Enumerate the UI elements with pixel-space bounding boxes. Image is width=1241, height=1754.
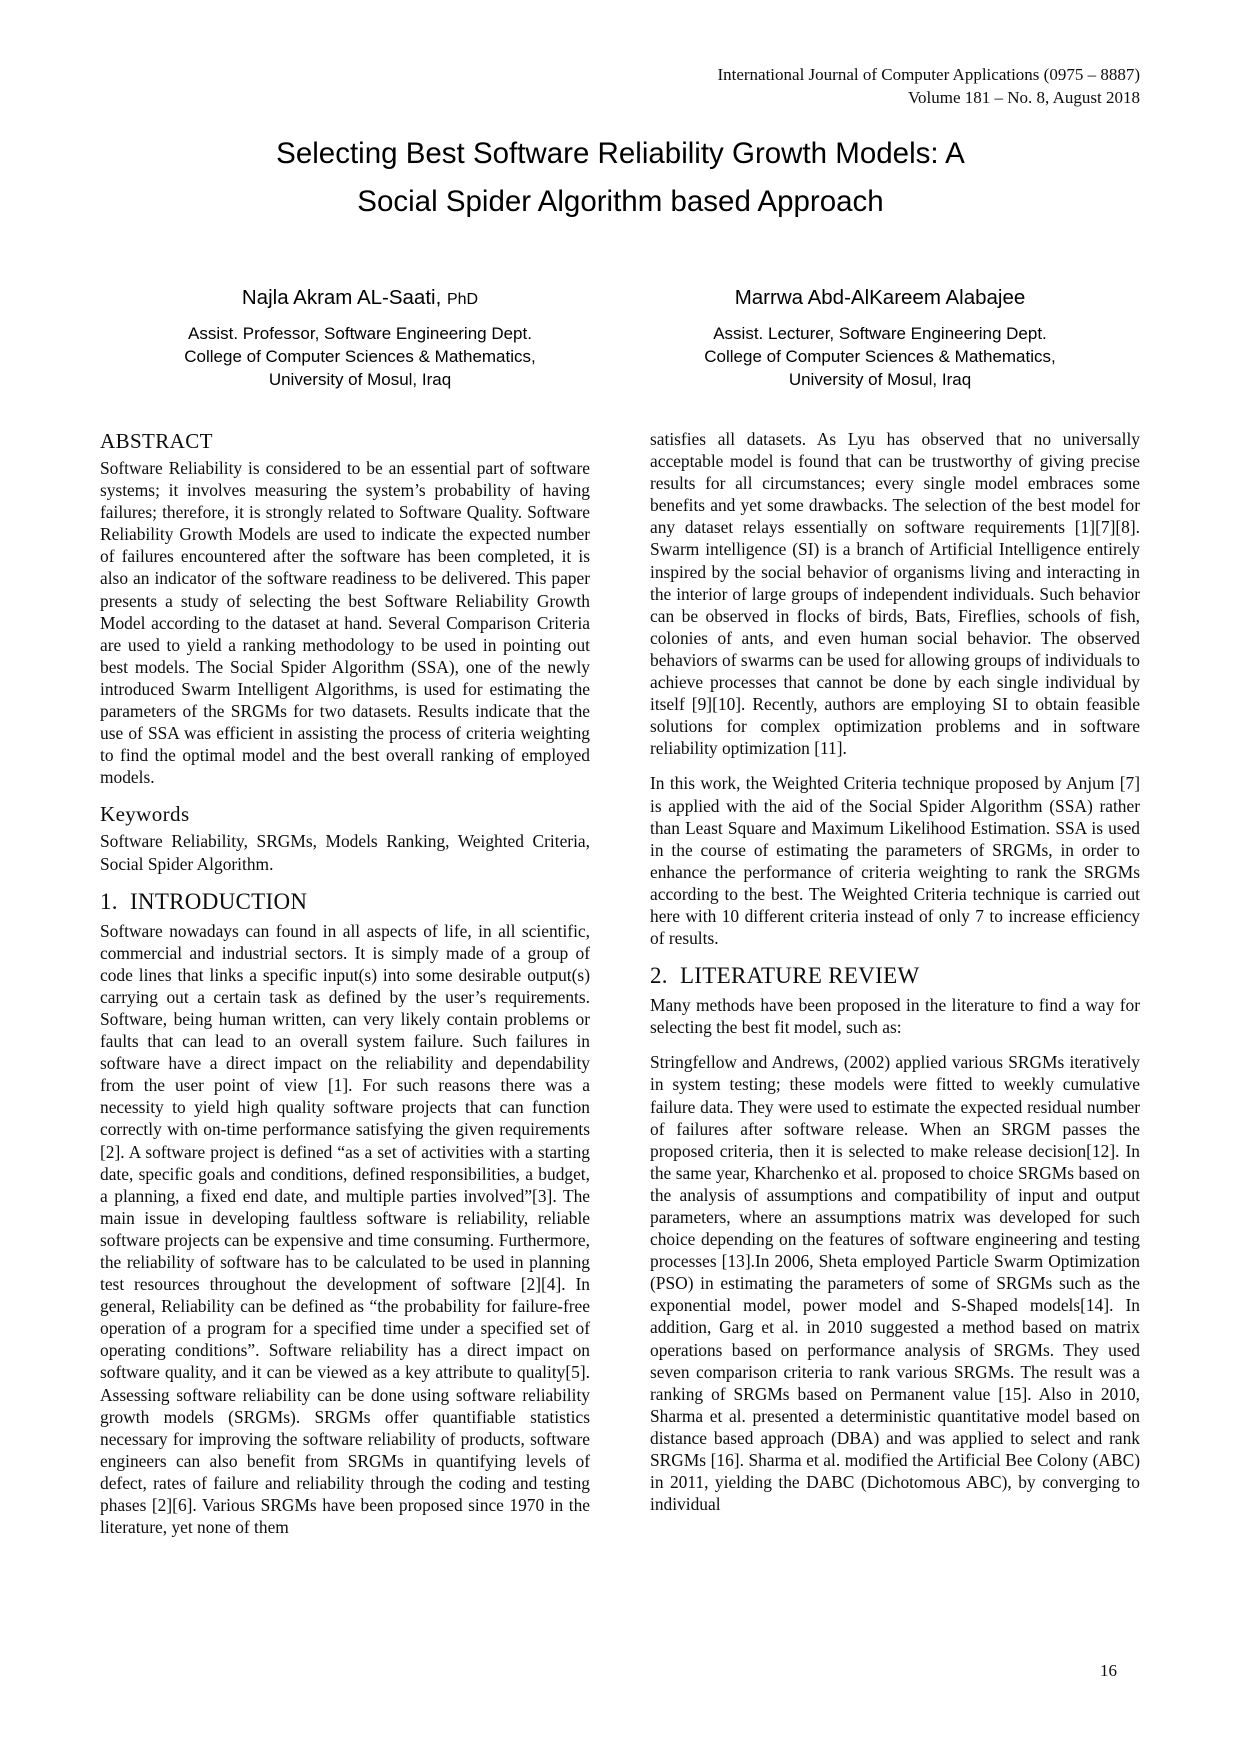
column-right: [650, 428, 1140, 1551]
author-affiliation-line: College of Computer Sciences & Mathematics,: [704, 347, 1056, 366]
author-affiliation-line: University of Mosul, Iraq: [268, 370, 452, 389]
body-paragraph: Many methods have been proposed in the literature to find a way for selecting the best fit model, such as:: [650, 995, 1140, 1038]
paper-title-line1: Selecting Best Software Reliability Growth Models: A: [276, 137, 965, 170]
author-affiliation-line: University of Mosul, Iraq: [788, 370, 972, 389]
authors-section: [100, 285, 1140, 391]
author-degree-1: PhD: [446, 291, 479, 308]
author-name-2-text: Marrwa Abd-AlKareem Alabajee: [734, 286, 1026, 309]
paper-title: [0, 130, 1241, 226]
author-affiliation-line: College of Computer Sciences & Mathematics,: [184, 347, 536, 366]
body-columns: [100, 428, 1140, 1551]
body-paragraph: satisfies all datasets. As Lyu has observed that no universally acceptable model is found that can be trustworthy of giving precise results for all circumstances; every single model embraces some benefits and yet some drawbacks. The selection of the best model for any dataset relays essentially on software requirements [1][7][8]. Swarm intelligence (SI) is a branch of Artificial Intelligence entirely inspired by the social behavior of organisms living and interacting in the interior of large groups of independent individuals. Such behavior can be observed in flocks of birds, Bats, Fireflies, schools of fish, colonies of ants, and even human social behavior. The observed behaviors of swarms can be used for allowing groups of individuals to achieve processes that cannot be done by each single individual by itself [9][10]. Recently, authors are employing SI to obtain feasible solutions for complex optimization problems and in software reliability optimization [11].: [650, 429, 1140, 759]
journal-name-line: International Journal of Computer Applications (0975 – 8887): [717, 65, 1140, 84]
author-block-2: [620, 285, 1140, 391]
section-1-heading: 1. INTRODUCTION: [100, 888, 308, 914]
author-affiliation-line: Assist. Lecturer, Software Engineering Dept.: [713, 324, 1047, 343]
keywords-text: Software Reliability, SRGMs, Models Ranking, Weighted Criteria, Social Spider Algorithm.: [100, 831, 590, 874]
author-block-1: [100, 285, 620, 391]
author-name-1: [100, 285, 620, 313]
abstract-heading: ABSTRACT: [100, 429, 213, 453]
column-left: [100, 428, 590, 1551]
paper-title-line2: Social Spider Algorithm based Approach: [357, 185, 884, 218]
body-paragraph: In this work, the Weighted Criteria technique proposed by Anjum [7] is applied with the aid of the Social Spider Algorithm (SSA) rather than Least Square and Maximum Likelihood Estimation. SSA is used in the course of estimating the parameters of SRGMs, in order to enhance the performance of criteria weighting to rank the SRGMs according to the best. The Weighted Criteria technique is carried out here with 10 different criteria instead of only 7 to increase efficiency of results.: [650, 773, 1140, 949]
page-number: 16: [1100, 1661, 1117, 1680]
abstract-text: Software Reliability is considered to be an essential part of software systems; it involves measuring the system’s probability of having failures; therefore, it is strongly related to Software Quality. Software Reliability Growth Models are used to indicate the expected number of failures encountered after the software has been completed, it is also an indicator of the software readiness to be delivered. This paper presents a study of selecting the best Software Reliability Growth Model according to the dataset at hand. Several Comparison Criteria are used to yield a ranking methodology to be used in pointing out best models. The Social Spider Algorithm (SSA), one of the newly introduced Swarm Intelligent Algorithms, is used for estimating the parameters of the SRGMs for two datasets. Results indicate that the use of SSA was efficient in assisting the process of criteria weighting to find the optimal model and the best overall ranking of employed models.: [100, 458, 590, 788]
section-2-heading: 2. LITERATURE REVIEW: [650, 963, 920, 989]
journal-header: [717, 63, 1140, 109]
section-1-text: Software nowadays can found in all aspects of life, in all scientific, commercial and industrial sectors. It is simply made of a group of code lines that links a specific input(s) into some desirable output(s) carrying out a certain task as defined by the user’s requirements. Software, being human written, can very likely contain problems or faults that can lead to an overall system failure. Such failures in software have a direct impact on the reliability and dependability from the user point of view [1]. For such reasons there was a necessity to yield high quality software projects that can function correctly with on-time performance satisfying the given requirements [2]. A software project is defined “as a set of activities with a starting date, specific goals and conditions, defined responsibilities, a budget, a planning, a fixed end date, and multiple parties involved”[3]. The main issue in developing faultless software is reliability, reliable software projects can be expensive and time consuming. Furthermore, the reliability of software has to be calculated to be used in planning test resources throughout the development of software [2][4]. In general, Reliability can be defined as “the probability for failure-free operation of a program for a specified time under a specified set of operating conditions”. Software reliability has a direct impact on software quality, and it can be viewed as a key attribute to quality[5]. Assessing software reliability can be done using software reliability growth models (SRGMs). SRGMs offer quantifiable statistics necessary for improving the software reliability of products, software engineers can also benefit from SRGMs in quantifying levels of defect, rates of failure and reliability through the coding and testing phases [2][6]. Various SRGMs have been proposed since 1970 in the literature, yet none of them: [100, 920, 590, 1538]
author-name-2: [620, 285, 1140, 313]
author-affiliation-line: Assist. Professor, Software Engineering Dept.: [188, 324, 532, 343]
author-name-1-text: Najla Akram AL-Saati,: [241, 286, 442, 309]
journal-volume-line: Volume 181 – No. 8, August 2018: [907, 88, 1140, 107]
body-paragraph: Stringfellow and Andrews, (2002) applied various SRGMs iteratively in system testing; these models were fitted to weekly cumulative failure data. They were used to estimate the expected residual number of failures after software release. When an SRGM passes the proposed criteria, then it is selected to make release decision[12]. In the same year, Kharchenko et al. proposed to choice SRGMs based on the analysis of assumptions and compatibility of input and output parameters, where an assumptions matrix was developed for such choice depending on the features of software engineering and testing processes [13].In 2006, Sheta employed Particle Swarm Optimization (PSO) in estimating the parameters of some of SRGMs such as the exponential model, power model and S-Shaped models[14]. In addition, Garg et al. in 2010 suggested a method based on matrix operations based on performance analysis of SRGMs. They used seven comparison criteria to rank various SRGMs. The result was a ranking of SRGMs based on Permanent value [15]. Also in 2010, Sharma et al. presented a deterministic quantitative model based on distance based approach (DBA) and was applied to select and rank SRGMs [16]. Sharma et al. modified the Artificial Bee Colony (ABC) in 2011, yielding the DABC (Dichotomous ABC), by converging to individual: [650, 1052, 1140, 1515]
keywords-heading: Keywords: [100, 802, 190, 827]
